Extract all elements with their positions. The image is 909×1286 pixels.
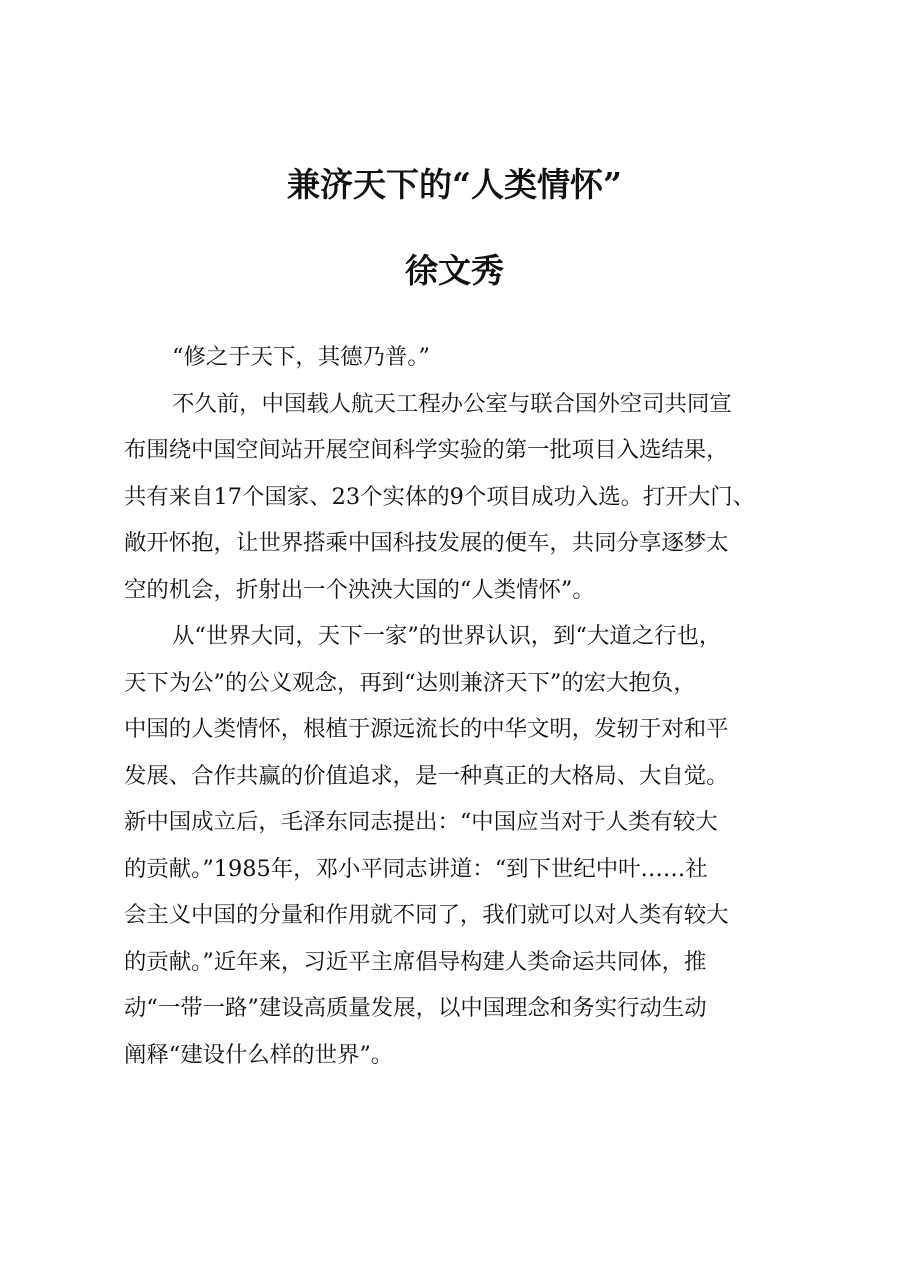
paragraph-line: 天下为公”的公义观念，再到“达则兼济天下”的宏大抱负，	[124, 669, 696, 696]
paragraph-line: 敞开怀抱，让世界搭乘中国科技发展的便车，共同分享逐梦太	[124, 530, 729, 556]
paragraph-line: 不久前，中国载人航天工程办公室与联合国外空司共同宣	[172, 390, 732, 417]
paragraph-line: 布围绕中国空间站开展空间科学实验的第一批项目入选结果，	[124, 437, 729, 463]
paragraph-line: 空的机会，折射出一个泱泱大国的“人类情怀”。	[124, 576, 595, 603]
paragraph-line: 发展、合作共赢的价值追求，是一种真正的大格局、大自觉。	[124, 762, 729, 789]
document-author: 徐文秀	[405, 251, 504, 290]
paragraph-1	[124, 334, 814, 381]
document-title: 兼济天下的“人类情怀”	[287, 165, 622, 204]
paragraph-2	[124, 381, 814, 614]
document-body	[124, 334, 814, 1078]
paragraph-3	[124, 613, 814, 1078]
paragraph-line: 共有来自17个国家、23个实体的9个项目成功入选。打开大门、	[124, 483, 755, 510]
paragraph-line: 的贡献。”近年来，习近平主席倡导构建人类命运共同体，推	[124, 948, 707, 975]
paragraph-line: 中国的人类情怀，根植于源远流长的中华文明，发轫于对和平	[124, 716, 729, 742]
paragraph-line: 新中国成立后，毛泽东同志提出：“中国应当对于人类有较大	[124, 809, 718, 835]
paragraph-line: 动“一带一路”建设高质量发展，以中国理念和务实行动生动	[124, 995, 707, 1021]
paragraph-line: 的贡献。”1985年，邓小平同志讲道：“到下世纪中叶……社	[124, 855, 708, 882]
paragraph-line: 会主义中国的分量和作用就不同了，我们就可以对人类有较大	[124, 902, 729, 928]
paragraph-line: 从“世界大同，天下一家”的世界认识，到“大道之行也，	[172, 623, 722, 649]
paragraph-line: 阐释“建设什么样的世界”。	[124, 1041, 394, 1068]
paragraph-line: “修之于天下，其德乃普。”	[172, 344, 430, 370]
